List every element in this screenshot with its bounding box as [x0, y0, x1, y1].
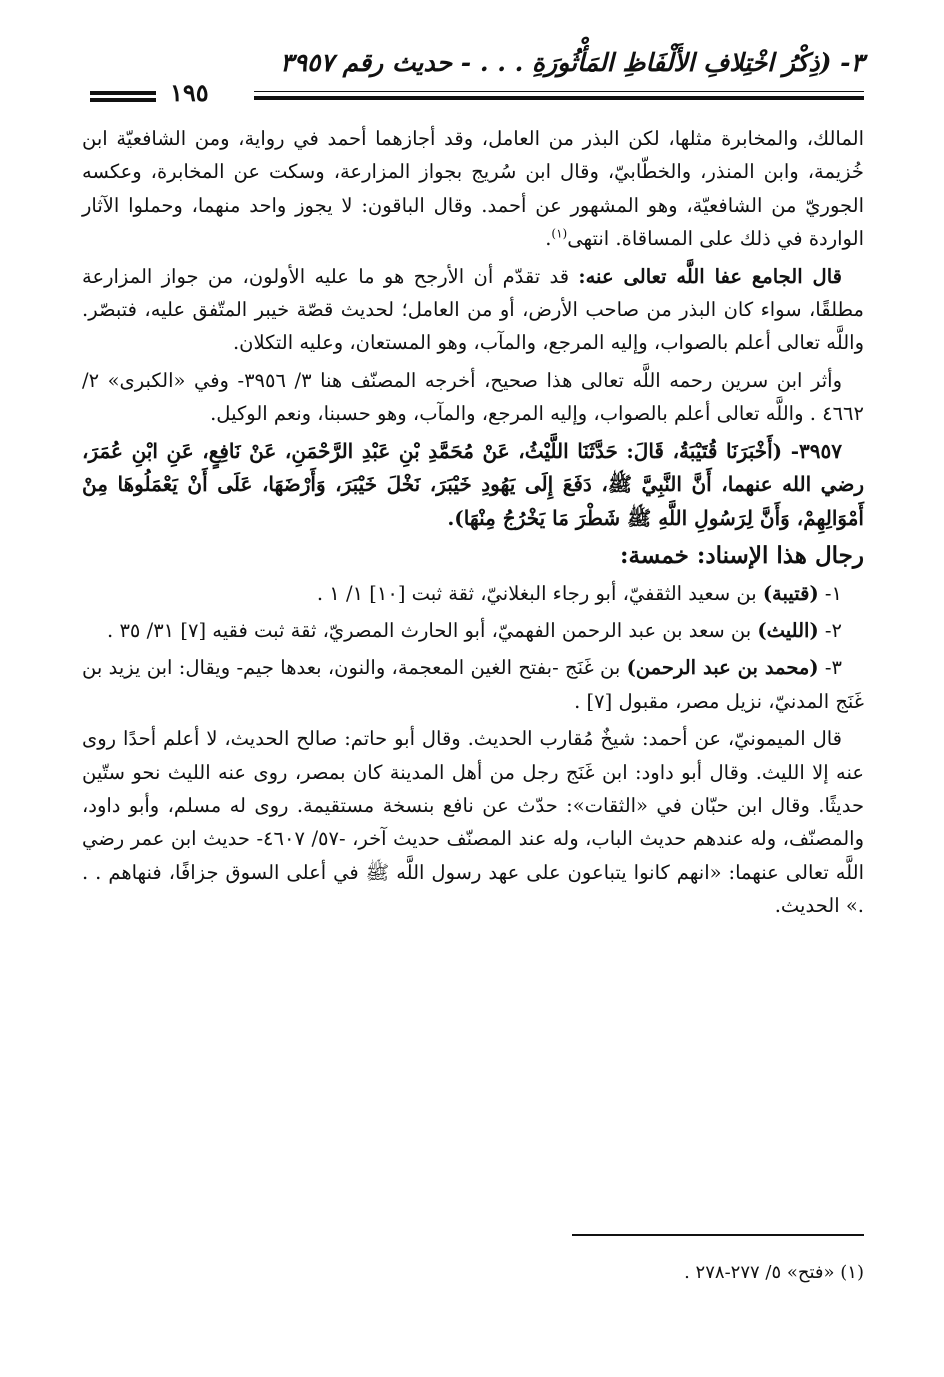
narrator-name: (محمد بن عبد الرحمن): [626, 656, 819, 680]
compiler-lead: قال الجامع عفا اللَّه تعالى عنه:: [578, 264, 842, 288]
narrator-entry: ٢- (الليث) بن سعد بن عبد الرحمن الفهميّ، أبو الحارث المصريّ، ثقة ثبت فقيه [٧] ٣١/ ٣٥ .: [107, 618, 842, 642]
running-title: ٣- (ذِكْرُ اخْتِلافِ الأَلْفَاظِ المَأْثُورَةِ . . . - حديث رقم ٣٩٥٧: [280, 48, 864, 77]
header-rule-right-top: [254, 91, 864, 92]
footnote-ref: (١): [551, 226, 568, 241]
narrator-entry: ١- (قتيبة) بن سعيد الثقفيّ، أبو رجاء البغلانيّ، ثقة ثبت [١٠] ١/ ١ .: [316, 581, 842, 605]
narrator-name: (قتيبة): [762, 581, 819, 605]
footnote-divider: [572, 1234, 864, 1236]
paragraph: وأثر ابن سرين رحمه اللَّه تعالى هذا صحيح، أخرجه المصنّف هنا ٣/ ٣٩٥٦- وفي «الكبرى» ٢/ ٤٦٦٢ . واللَّه تعالى أعلم بالصواب، وإليه المرجع، والمآب، وهو حسبنا، ونعم الوكيل.: [82, 368, 864, 426]
paragraph: قال الجامع عفا اللَّه تعالى عنه: قد تقدّم أن الأرجح هو ما عليه الأولون، من جواز المزارعة مطلقًا، سواء كان البذر من صاحب الأرض، أو من العامل؛ لحديث قصّة خيبر المتّفق عليه، فتبصّر. واللَّه تعالى أعلم بالصواب، وإليه المرجع، والمآب، وهو المستعان، وعليه التكلان.: [82, 264, 864, 355]
page-number: ١٩٥: [170, 78, 209, 107]
paragraph: قال الميمونيّ، عن أحمد: شيخٌ مُقارب الحديث. وقال أبو حاتم: صالح الحديث، لا أعلم أحدًا روى عنه إلا الليث. وقال أبو داود: ابن غَنَج رجل من أهل المدينة كان بمصر، روى عنه الليث نحو ستّين حديثًا. وقال ابن حبّان في «الثقات»: حدّث عن نافع بنسخة مستقيمة. روى له مسلم، وأبو داود، والمصنّف، وله عندهم حديث الباب، وله عند المصنّف حديث آخر، -٥٧/ ٤٦٠٧- حديث ابن عمر رضي اللَّه تعالى عنهما: «انهم كانوا يتباعون على عهد رسول اللَّه ﷺ في أعلى السوق جزافًا، فنهاهم . . .» الحديث.: [82, 727, 864, 918]
paragraph: المالك، والمخابرة مثلها، لكن البذر من العامل، وقد أجازهما أحمد في رواية، ومن الشافعيّة ابن خُزيمة، وابن المنذر، والخطّابيّ، وقال ابن سُريج بجواز المزارعة، وسكت عن المخابرة، وعكسه الجوريّ من الشافعيّة، وهو المشهور عن أحمد. وقال الباقون: لا يجوز واحد منهما، وحملوا الآثار الواردة في ذلك على المساقاة. انتهى$^{(١)}$.: [82, 127, 864, 251]
main-text: [82, 122, 864, 927]
header-rule-right-bottom: [254, 96, 864, 100]
header-rule-left-bottom: [90, 98, 156, 102]
hadith-text: ٣٩٥٧- (أَخْبَرَنَا قُتَيْبَةُ، قَالَ: حَدَّثَنَا اللَّيْثُ، عَنْ مُحَمَّدِ بْنِ عَبْدِ الرَّحْمَنِ، عَنْ نَافِعٍ، عَنِ ابْنِ عُمَرَ، رضي الله عنهما، أَنَّ النَّبِيَّ ﷺ، دَفَعَ إِلَى يَهُودِ خَيْبَرَ، نَخْلَ خَيْبَرَ، وَأَرْضَهَا، عَلَى أَنْ يَعْمَلُوهَا مِنْ أَمْوَالِهِمْ، وَأَنَّ لِرَسُولِ اللَّهِ ﷺ شَطْرَ مَا يَخْرُجُ مِنْهَا).: [82, 438, 864, 530]
narrator-name: (الليث): [757, 618, 819, 642]
section-heading: رجال هذا الإسناد: خمسة:: [620, 542, 864, 570]
footnote: (١) «فتح» ٥/ ٢٧٧-٢٧٨ .: [684, 1262, 864, 1283]
header-rule-left-top: [90, 91, 156, 95]
narrator-entry: ٣- (محمد بن عبد الرحمن) بن غَنَج -بفتح الغين المعجمة، والنون، بعدها جيم- ويقال: ابن يزيد بن غَنَج المدنيّ، نزيل مصر، مقبول [٧] .: [82, 656, 864, 713]
